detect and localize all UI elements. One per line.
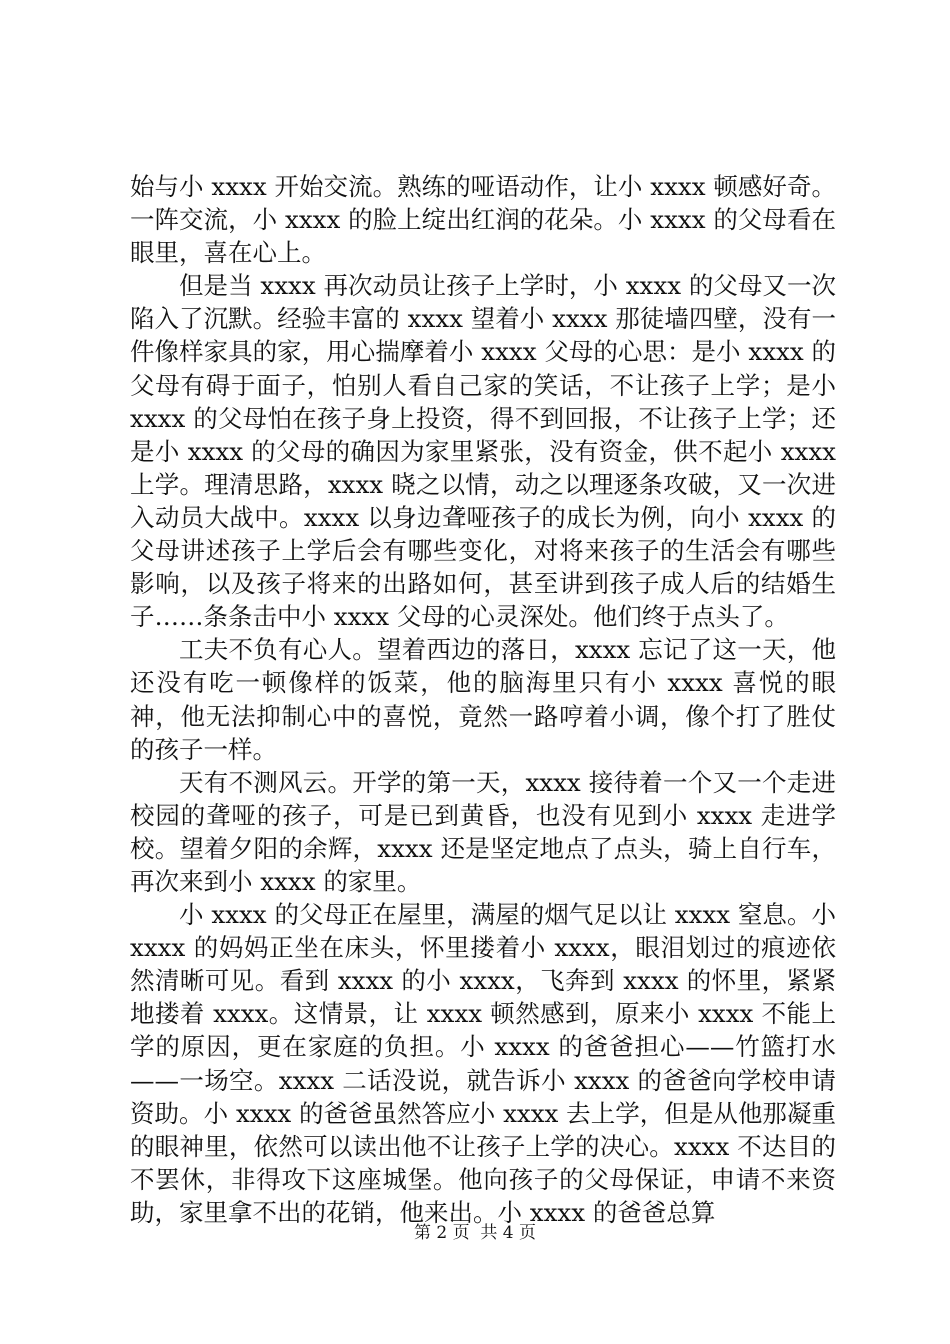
paragraph-4: 天有不测风云。开学的第一天，xxxx 接待着一个又一个走进校园的聋哑的孩子，可是已到黄昏，也没有见到小 xxxx 走进学校。望着夕阳的余辉，xxxx 还是坚定地点了点头，骑上自行车，再次来到小 xxxx 的家里。 [130, 767, 836, 896]
paragraph-1: 始与小 xxxx 开始交流。熟练的哑语动作，让小 xxxx 顿感好奇。一阵交流，小 xxxx 的脸上绽出红润的花朵。小 xxxx 的父母看在眼里，喜在心上。 [130, 172, 836, 268]
page-number-footer: 第 2 页 共 4 页 [413, 1223, 537, 1243]
paragraph-2: 但是当 xxxx 再次动员让孩子上学时，小 xxxx 的父母又一次陷入了沉默。经验丰富的 xxxx 望着小 xxxx 那徒墙四壁，没有一件像样家具的家，用心揣摩着小 xxxx 父母的心思：是小 xxxx 的父母有碍于面子，怕别人看自己家的笑话，不让孩子上学；是小 xxxx 的父母怕在孩子身上投资，得不到回报，不让孩子上学；还是小 xxxx 的父母的确因为家里紧张，没有资金，供不起小 xxxx 上学。理清思路，xxxx 晓之以情，动之以理逐条攻破，又一次进入动员大战中。xxxx 以身边聋哑孩子的成长为例，向小 xxxx 的父母讲述孩子上学后会有哪些变化，对将来孩子的生活会有哪些影响，以及孩子将来的出路如何，甚至讲到孩子成人后的结婚生子……条条击中小 xxxx 父母的心灵深处。他们终于点头了。 [130, 271, 836, 632]
document-body [130, 170, 836, 1229]
paragraph-5: 小 xxxx 的父母正在屋里，满屋的烟气足以让 xxxx 窒息。小 xxxx 的妈妈正坐在床头，怀里搂着小 xxxx，眼泪划过的痕迹依然清晰可见。看到 xxxx 的小 xxxx，飞奔到 xxxx 的怀里，紧紧地搂着 xxxx。这情景，让 xxxx 顿然感到，原来小 xxxx 不能上学的原因，更在家庭的负担。小 xxxx 的爸爸担心——竹篮打水——一场空。xxxx 二话没说，就告诉小 xxxx 的爸爸向学校申请资助。小 xxxx 的爸爸虽然答应小 xxxx 去上学，但是从他那凝重的眼神里，依然可以读出他不让孩子上学的决心。xxxx 不达目的不罢休，非得攻下这座城堡。他向孩子的父母保证，申请不来资助，家里拿不出的花销，他来出。小 xxxx 的爸爸总算 [130, 900, 836, 1227]
paragraph-3: 工夫不负有心人。望着西边的落日，xxxx 忘记了这一天，他还没有吃一顿像样的饭菜，他的脑海里只有小 xxxx 喜悦的眼神，他无法抑制心中的喜悦，竟然一路哼着小调，像个打了胜仗的孩子一样。 [130, 635, 836, 764]
